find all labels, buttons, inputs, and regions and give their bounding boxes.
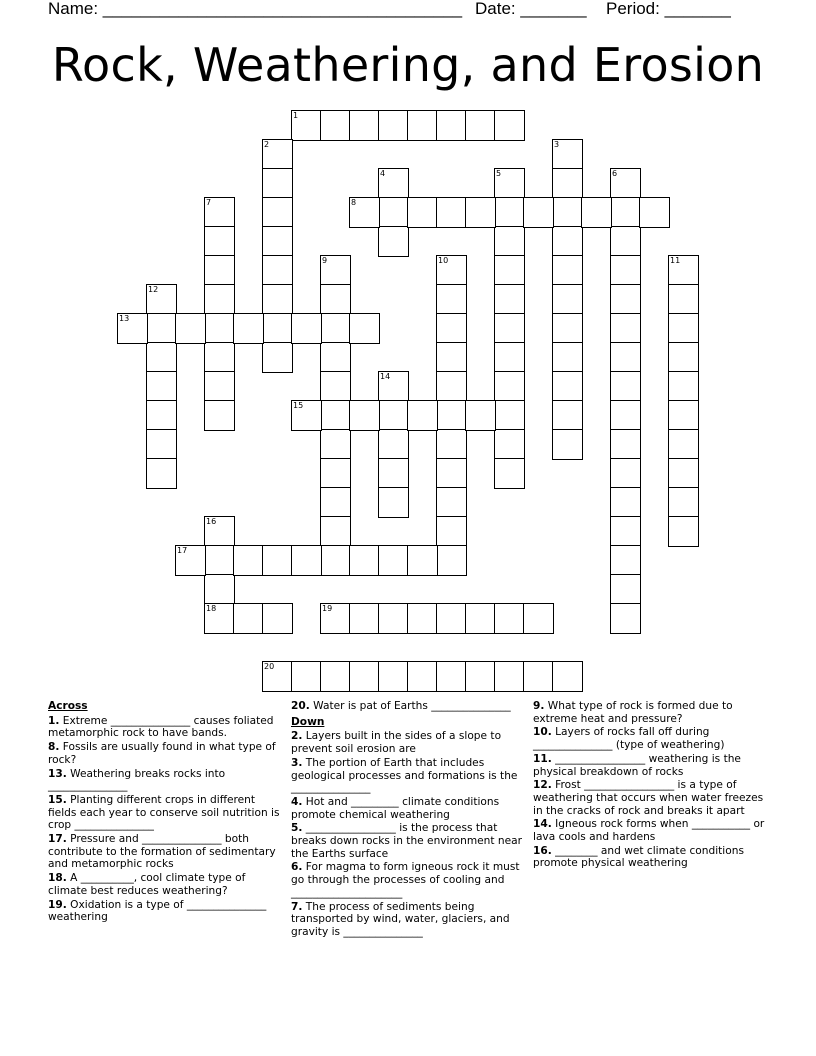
clue-text: Frost _________________ is a type of weathering that occurs when water freezes in the cracks of rock and breaks it apart [533,779,764,817]
crossword-cell[interactable] [552,139,583,170]
crossword-cell[interactable] [349,545,380,576]
clue-number-label: 12. [533,779,552,792]
crossword-cell[interactable] [639,197,670,228]
crossword-cell[interactable] [320,487,351,518]
crossword-cell[interactable] [407,110,438,141]
crossword-cell[interactable] [465,110,496,141]
crossword-cell[interactable] [262,284,293,315]
crossword-cell[interactable] [146,284,177,315]
clue-number-label: 18. [48,872,67,885]
crossword-cell[interactable] [610,487,641,518]
clue-number-label: 3. [291,756,303,769]
crossword-cell[interactable] [494,110,525,141]
clue-number-label: 8. [48,741,60,754]
clue-text: The portion of Earth that includes geological processes and formations is the _______________ [291,756,518,795]
clue-number: 4 [380,169,386,178]
clue-item [291,796,527,821]
clue-number: 11 [670,256,681,265]
clue-number: 10 [438,256,449,265]
clue-number: 8 [351,198,357,207]
crossword-cell[interactable] [552,255,583,286]
crossword-cell[interactable] [262,545,293,576]
clue-item [533,753,769,778]
clue-item [48,872,280,897]
crossword-cell[interactable] [436,516,467,547]
clue-item [48,833,280,871]
crossword-cell[interactable] [349,313,380,344]
crossword-cell[interactable] [668,458,699,489]
crossword-cell[interactable] [320,342,351,373]
crossword-cell[interactable] [668,284,699,315]
down-clue-list-continued [533,700,769,870]
crossword-cell[interactable] [204,197,235,228]
crossword-cell[interactable] [349,661,380,692]
crossword-cell[interactable] [465,400,496,431]
crossword-cell[interactable] [233,313,264,344]
date-field-label[interactable]: Date: _______ [475,0,587,18]
crossword-cell[interactable] [407,197,438,228]
clue-number: 16 [206,517,217,526]
crossword-cell[interactable] [320,458,351,489]
crossword-cell[interactable] [465,661,496,692]
clue-item [291,861,527,899]
crossword-cell[interactable] [146,429,177,460]
page-title: Rock, Weathering, and Erosion [51,38,765,92]
crossword-cell[interactable] [407,603,438,634]
clue-item [48,899,280,924]
clue-number-label: 5. [291,822,303,835]
crossword-cell[interactable] [320,545,351,576]
clue-item [533,700,769,725]
crossword-cell[interactable] [610,168,641,199]
clue-number: 15 [293,401,304,410]
crossword-cell[interactable] [204,255,235,286]
clue-text: Igneous rock forms when ___________ or lava cools and hardens [533,818,765,844]
crossword-cell[interactable] [494,168,525,199]
clue-number: 13 [119,314,130,323]
crossword-cell[interactable] [378,110,409,141]
crossword-cell[interactable] [610,516,641,547]
crossword-cell[interactable] [204,574,235,605]
crossword-cell[interactable] [204,400,235,431]
crossword-cell[interactable] [610,400,641,431]
clue-number-label: 6. [291,861,303,874]
clue-item [291,730,527,755]
crossword-cell[interactable] [668,313,699,344]
crossword-cell[interactable] [610,284,641,315]
crossword-cell[interactable] [668,487,699,518]
clue-number: 20 [264,662,275,671]
crossword-cell[interactable] [204,226,235,257]
crossword-cell[interactable] [610,226,641,257]
crossword-cell[interactable] [610,458,641,489]
crossword-cell[interactable] [204,313,235,344]
crossword-cell[interactable] [262,313,293,344]
crossword-cell[interactable] [291,661,322,692]
clue-number-label: 17. [48,833,67,846]
crossword-cell[interactable] [146,342,177,373]
crossword-cell[interactable] [175,313,206,344]
crossword-cell[interactable] [494,342,525,373]
clue-text: Planting different crops in different fields each year to conserve soil nutrition is crop _______________ [48,793,280,832]
crossword-cell[interactable] [233,545,264,576]
crossword-cell[interactable] [436,255,467,286]
crossword-cell[interactable] [378,226,409,257]
crossword-cell[interactable] [378,545,409,576]
crossword-cell[interactable] [668,429,699,460]
clue-number: 1 [293,111,299,120]
crossword-cell[interactable] [378,458,409,489]
crossword-cell[interactable] [407,400,438,431]
crossword-cell[interactable] [262,139,293,170]
clue-number-label: 20. [291,700,310,712]
clue-text: Extreme _______________ causes foliated metamorphic rock to have bands. [48,714,274,740]
clue-text: Layers of rocks fall off during _______________ (type of weathering) [533,726,725,752]
crossword-cell[interactable] [349,197,380,228]
crossword-cell[interactable] [378,661,409,692]
crossword-cell[interactable] [262,603,293,634]
crossword-cell[interactable] [146,458,177,489]
crossword-cell[interactable] [291,110,322,141]
crossword-cell[interactable] [378,487,409,518]
clue-item [291,757,527,795]
clue-number-label: 15. [48,793,67,806]
crossword-cell[interactable] [378,168,409,199]
crossword-cell[interactable] [668,371,699,402]
crossword-cell[interactable] [552,197,583,228]
clue-item [48,794,280,832]
middle-clues-column [291,700,527,940]
crossword-cell[interactable] [494,400,525,431]
crossword-cell[interactable] [610,313,641,344]
crossword-cell[interactable] [204,516,235,547]
clue-item [533,779,769,817]
crossword-cell[interactable] [668,255,699,286]
crossword-cell[interactable] [436,487,467,518]
crossword-cell[interactable] [146,371,177,402]
clue-text: Layers built in the sides of a slope to prevent soil erosion are [291,730,502,756]
crossword-cell[interactable] [494,661,525,692]
crossword-cell[interactable] [175,545,206,576]
crossword-cell[interactable] [523,197,554,228]
clue-number: 9 [322,256,328,265]
crossword-cell[interactable] [494,197,525,228]
clue-text: ________ and wet climate conditions promote physical weathering [533,844,744,870]
clue-text: A __________, cool climate type of climate best reduces weathering? [48,872,246,897]
crossword-cell[interactable] [204,603,235,634]
crossword-cell[interactable] [320,110,351,141]
crossword-cell[interactable] [262,226,293,257]
crossword-cell[interactable] [668,400,699,431]
clue-item [533,845,769,870]
crossword-cell[interactable] [320,284,351,315]
clue-number: 5 [496,169,502,178]
crossword-cell[interactable] [552,226,583,257]
crossword-cell[interactable] [291,313,322,344]
crossword-cell[interactable] [436,545,467,576]
clue-text: Fossils are usually found in what type of rock? [48,741,276,766]
down-clue-list [291,730,527,938]
crossword-cell[interactable] [262,342,293,373]
crossword-cell[interactable] [378,400,409,431]
crossword-cell[interactable] [494,371,525,402]
clue-number: 2 [264,140,270,149]
crossword-cell[interactable] [320,429,351,460]
crossword-cell[interactable] [262,197,293,228]
crossword-cell[interactable] [552,661,583,692]
crossword-cell[interactable] [436,603,467,634]
crossword-cell[interactable] [378,371,409,402]
crossword-cell[interactable] [233,603,264,634]
crossword-cell[interactable] [552,342,583,373]
crossword-cell[interactable] [436,313,467,344]
crossword-cell[interactable] [349,110,380,141]
clue-number: 14 [380,372,391,381]
crossword-cell[interactable] [262,168,293,199]
crossword-cell[interactable] [204,342,235,373]
crossword-cell[interactable] [552,429,583,460]
clue-text: For magma to form igneous rock it must go through the processes of cooling and _____________________ [291,861,520,899]
clue-item [533,726,769,751]
crossword-cell[interactable] [262,255,293,286]
crossword-cell[interactable] [204,371,235,402]
clue-text: Water is pat of Earths _______________ [313,700,511,712]
crossword-cell[interactable] [146,313,177,344]
crossword-cell[interactable] [552,313,583,344]
crossword-cell[interactable] [436,661,467,692]
crossword-cell[interactable] [262,661,293,692]
crossword-cell[interactable] [668,342,699,373]
clue-number: 18 [206,604,217,613]
crossword-cell[interactable] [320,371,351,402]
crossword-cell[interactable] [320,661,351,692]
crossword-cell[interactable] [668,516,699,547]
crossword-cell[interactable] [291,400,322,431]
crossword-cell[interactable] [320,603,351,634]
crossword-cell[interactable] [494,603,525,634]
crossword-cell[interactable] [523,661,554,692]
crossword-cell[interactable] [494,226,525,257]
crossword-cell[interactable] [610,545,641,576]
clue-text: Oxidation is a type of _______________ weathering [48,898,267,924]
crossword-cell[interactable] [349,400,380,431]
crossword-cell[interactable] [436,197,467,228]
clue-text: _________________ weathering is the physical breakdown of rocks [533,752,741,778]
clue-item [48,741,280,766]
clue-number: 17 [177,546,188,555]
clue-item [533,818,769,843]
clue-number-label: 16. [533,844,552,857]
name-field-label[interactable]: Name: ______________________________________ [48,0,463,18]
down-heading: Down [291,715,325,728]
clue-number: 19 [322,604,333,613]
clue-text: Pressure and _______________ both contribute to the formation of sedimentary and metamorphic rocks [48,833,276,871]
right-clues-column [533,700,769,871]
crossword-cell[interactable] [436,429,467,460]
crossword-cell[interactable] [610,574,641,605]
crossword-cell[interactable] [552,400,583,431]
crossword-cell[interactable] [610,603,641,634]
crossword-cell[interactable] [494,255,525,286]
crossword-cell[interactable] [378,429,409,460]
clue-text: Hot and _________ climate conditions promote chemical weathering [291,795,500,821]
across-clue-list-continued [291,700,527,713]
crossword-cell[interactable] [465,603,496,634]
crossword-cell[interactable] [320,313,351,344]
crossword-cell[interactable] [610,429,641,460]
crossword-cell[interactable] [204,545,235,576]
crossword-cell[interactable] [407,661,438,692]
clue-number: 3 [554,140,560,149]
crossword-cell[interactable] [581,197,612,228]
crossword-cell[interactable] [349,603,380,634]
clue-number: 12 [148,285,159,294]
crossword-cell[interactable] [552,371,583,402]
clue-item [48,715,280,740]
crossword-cell[interactable] [494,429,525,460]
crossword-cell[interactable] [610,371,641,402]
across-clue-list [48,715,280,924]
crossword-cell[interactable] [436,110,467,141]
clue-item [48,768,280,793]
clue-number-label: 7. [291,900,303,913]
clue-text: What type of rock is formed due to extreme heat and pressure? [533,700,733,725]
crossword-cell[interactable] [436,342,467,373]
crossword-cell[interactable] [378,197,409,228]
clue-number-label: 1. [48,714,60,727]
crossword-cell[interactable] [320,400,351,431]
clue-number-label: 14. [533,818,552,831]
crossword-cell[interactable] [610,342,641,373]
crossword-cell[interactable] [204,284,235,315]
crossword-cell[interactable] [465,197,496,228]
crossword-cell[interactable] [291,545,322,576]
crossword-cell[interactable] [494,458,525,489]
clue-number-label: 10. [533,726,552,739]
crossword-cell[interactable] [610,197,641,228]
clue-number: 6 [612,169,618,178]
clue-number-label: 11. [533,752,552,765]
crossword-cell[interactable] [552,168,583,199]
clue-number-label: 13. [48,767,67,780]
crossword-cell[interactable] [146,400,177,431]
crossword-cell[interactable] [436,458,467,489]
clue-text: _________________ is the process that breaks down rocks in the environment near the Earths surface [291,822,522,860]
crossword-cell[interactable] [378,603,409,634]
crossword-cell[interactable] [320,516,351,547]
crossword-cell[interactable] [552,284,583,315]
clue-text: The process of sediments being transported by wind, water, glaciers, and gravity is _______________ [291,900,510,938]
clue-item [291,901,527,939]
crossword-cell[interactable] [320,255,351,286]
crossword-cell[interactable] [523,603,554,634]
crossword-cell[interactable] [436,284,467,315]
clue-item [291,822,527,860]
crossword-cell[interactable] [436,400,467,431]
across-heading: Across [48,700,88,712]
clue-number-label: 4. [291,795,303,808]
crossword-cell[interactable] [610,255,641,286]
clue-item [291,700,527,713]
period-field-label[interactable]: Period: _______ [606,0,731,18]
crossword-cell[interactable] [494,284,525,315]
across-clues-column [48,700,280,925]
crossword-cell[interactable] [494,313,525,344]
crossword-cell[interactable] [117,313,148,344]
clue-number: 7 [206,198,212,207]
clue-number-label: 2. [291,730,303,743]
clue-number-label: 9. [533,700,545,712]
crossword-cell[interactable] [436,371,467,402]
clue-number-label: 19. [48,898,67,911]
clue-text: Weathering breaks rocks into _______________ [48,767,226,793]
crossword-cell[interactable] [407,545,438,576]
